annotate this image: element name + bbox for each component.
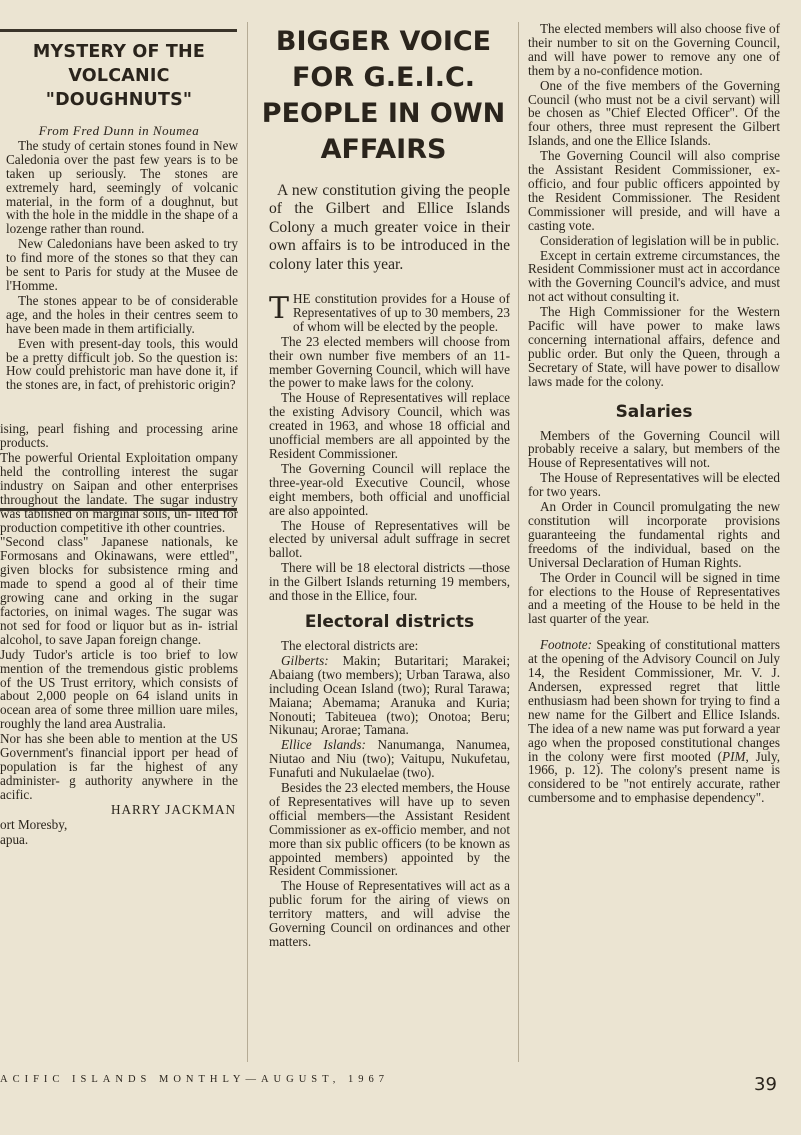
geic-paragraph: The House of Representatives will replace the existing Advisory Council, which was created in 1963, and whose 18 official and unofficial members are all appointed by the Resident Commissioner. bbox=[269, 390, 510, 461]
mystery-article-body bbox=[0, 139, 238, 392]
drop-cap: T bbox=[269, 291, 290, 327]
geic-paragraph: Besides the 23 elected members, the House of Representatives will have up to seven official members—the Assistant Resident Commissioner as ex-officio member, and not more than six public officers (to be known as appointed members) appointed by the Resident Commissioner. bbox=[269, 780, 510, 879]
geic-paragraph: Except in certain extreme circumstances, the Resident Commissioner must act in accordance with the Governing Council's advice, and must not act without consulting it. bbox=[528, 247, 780, 305]
mystery-headline: MYSTERY OF THE VOLCANIC "DOUGHNUTS" bbox=[32, 42, 206, 110]
letter-paragraph: Nor has she been able to mention at the US Government's financial ipport per head of population is far the highest of any administer- g authority anywhere in the acific. bbox=[0, 731, 238, 802]
gilberts-districts: Gilberts: Makin; Butaritari; Marakei; Abaiang (two members); Urban Tarawa, also including Ocean Island (two); Rural Tarawa; Maiana; Abemama; Aranuka and Kuria; Nonouti; Tabiteuea (two); Onotoa; Beru; Nikunau; Arorae; Tamana. bbox=[269, 652, 510, 738]
geic-lead-paragraph: A new constitution giving the people of the Gilbert and Ellice Islands Colony a much greater voice in their own affairs is to be introduced in the colony later this year. bbox=[269, 182, 510, 273]
geic-paragraph: The High Commissioner for the Western Pacific will have power to make laws concerning international affairs, defence and public order. But only the Queen, through a Secretary of State, will have power to disallow laws made for the colony. bbox=[528, 304, 780, 389]
letter-place-line: ort Moresby, bbox=[0, 816, 68, 832]
ellice-districts: Ellice Islands: Nanumanga, Nanumea, Niutao and Niu (two); Vaitupu, Nukufetau, Funafuti and Nukulaelae (two). bbox=[269, 737, 511, 781]
salaries-paragraph: The Order in Council will be signed in time for elections to the House of Representatives and a meeting of the House to be held in the last quarter of the year. bbox=[528, 569, 780, 627]
salaries-paragraph: Members of the Governing Council will probably receive a salary, but members of the House of Representatives will not. bbox=[528, 427, 780, 471]
geic-article-body bbox=[257, 292, 510, 949]
geic-paragraph: The elected members will also choose five of their number to sit on the Governing Council, and will have power to remove any one of them by a no-confidence motion. bbox=[528, 21, 780, 78]
electoral-districts-subhead: Electoral districts bbox=[304, 611, 475, 632]
geic-paragraph: The electoral districts are: bbox=[281, 637, 419, 653]
middle-column bbox=[257, 22, 510, 950]
letter-place-line: apua. bbox=[0, 831, 29, 847]
right-column bbox=[528, 22, 780, 806]
geic-paragraph: The Governing Council will also comprise the Assistant Resident Commissioner, ex-officio, and four public officers appointed by the Resident Commissioner. The Resident Commissioner will preside, and will have a casting vote. bbox=[528, 148, 780, 233]
geic-paragraph: The Governing Council will replace the three-year-old Executive Council, whose eight members, both official and unofficial are also appointed. bbox=[269, 460, 510, 518]
geic-paragraph: Consideration of legislation will be in public. bbox=[540, 232, 780, 248]
footnote-paragraph: Footnote: Speaking of constitutional matters at the opening of the Advisory Council on July 14, the Resident Commissioner, Mr. V. J. Andersen, expressed regret that little enthusiasm had been shown for trying to find a new name for the Gilbert and Ellice Islands. The idea of a new name was put forward a year ago when the proposed constitutional changes in the colony were first mooted (PIM, July, 1966, p. 12). The colony's present name is considered to be "not entirely accurate, rather cumbersome and to emphasise dependency". bbox=[528, 637, 780, 806]
salaries-paragraph: An Order in Council promulgating the new constitution will incorporate provisions guaranteeing the fundamental rights and freedoms of the individual, based on the Universal Declaration of Human Rights. bbox=[528, 499, 780, 570]
letter-paragraph: The powerful Oriental Exploitation ompany held the controlling interest the sugar industry on Saipan and other enterprises throughout the landate. The sugar industry was tablished on marginal soils, un- iited for production competitive ith other countries. bbox=[0, 450, 238, 535]
geic-paragraph: The House of Representatives will be elected by universal adult suffrage in secret ballot. bbox=[269, 517, 510, 561]
letter-signature: HARRY JACKMAN bbox=[111, 801, 236, 817]
running-footer: ACIFIC ISLANDS MONTHLY—AUGUST, 1967 bbox=[0, 1074, 390, 1085]
salaries-subhead: Salaries bbox=[615, 401, 693, 422]
mystery-byline: From Fred Dunn in Noumea bbox=[38, 123, 200, 138]
jackman-letter bbox=[0, 422, 238, 846]
column-rule-1 bbox=[247, 22, 248, 1062]
geic-paragraph: One of the five members of the Governing Council (who must not be a civil servant) will be chosen as "Chief Elected Officer". Of the four others, three must represent the Gilbert Islands, and one the Ellice Islands. bbox=[528, 77, 780, 149]
letter-paragraph: ising, pearl fishing and processing arine products. bbox=[0, 421, 238, 451]
column-rule-2 bbox=[518, 22, 519, 1062]
letter-paragraph: "Second class" Japanese nationals, ke Formosans and Okinawans, were ettled", given blocks for subsistence rming and made to spend a good al of their time growing cane and orking in the sugar factories, on inimal wages. The sugar was not sed for food or liquor but as in- istrial alcohol, to save Japan foreign change. bbox=[0, 534, 238, 647]
salaries-paragraph: The House of Representatives will be elected for two years. bbox=[528, 470, 780, 500]
geic-paragraph: The House of Representatives will act as a public forum for the airing of views on territory matters, and will advise the Governing Council on ordinances and other matters. bbox=[269, 878, 510, 949]
geic-first-paragraph: THE constitution provides for a House of Representatives of up to 30 members, 23 of whom will be elected by the people. bbox=[269, 291, 510, 334]
geic-headline: BIGGER VOICE FOR G.E.I.C. PEOPLE IN OWN AFFAIRS bbox=[261, 26, 506, 165]
mystery-paragraph: The stones appear to be of considerable age, and the holes in their centres seem to have been made in them artificially. bbox=[6, 292, 238, 336]
letter-paragraph: Judy Tudor's article is too brief to low mention of the tremendous gistic problems of the US Trust erritory, which consists of about 2,000 people on 64 island units in ocean area of some three million uare miles, roughly the land area Australia. bbox=[0, 646, 238, 732]
mystery-paragraph: The study of certain stones found in New Caledonia over the past few years is to be taken up seriously. The stones are extremely hard, seemingly of volcanic material, in the form of a doughnut, but with the hole in the middle in the shape of a lozenge rather than round. bbox=[6, 137, 238, 237]
geic-paragraph: There will be 18 electoral districts —those in the Gilbert Islands returning 19 members, and those in the Ellice, four. bbox=[269, 560, 510, 604]
mystery-paragraph: Even with present-day tools, this would be a pretty difficult job. So the question is: How could prehistoric man have done it, if the stones are, in fact, of prehistoric origin? bbox=[6, 335, 238, 393]
left-column bbox=[0, 22, 238, 847]
page-number: 39 bbox=[754, 1074, 777, 1095]
geic-paragraph: The 23 elected members will choose from their own number five members of an 11-member Governing Council, which will have the power to make laws for the colony. bbox=[269, 333, 510, 391]
mystery-paragraph: New Caledonians have been asked to try to find more of the stones so that they can be sent to Paris for study at the Musee de l'Homme. bbox=[6, 236, 238, 293]
